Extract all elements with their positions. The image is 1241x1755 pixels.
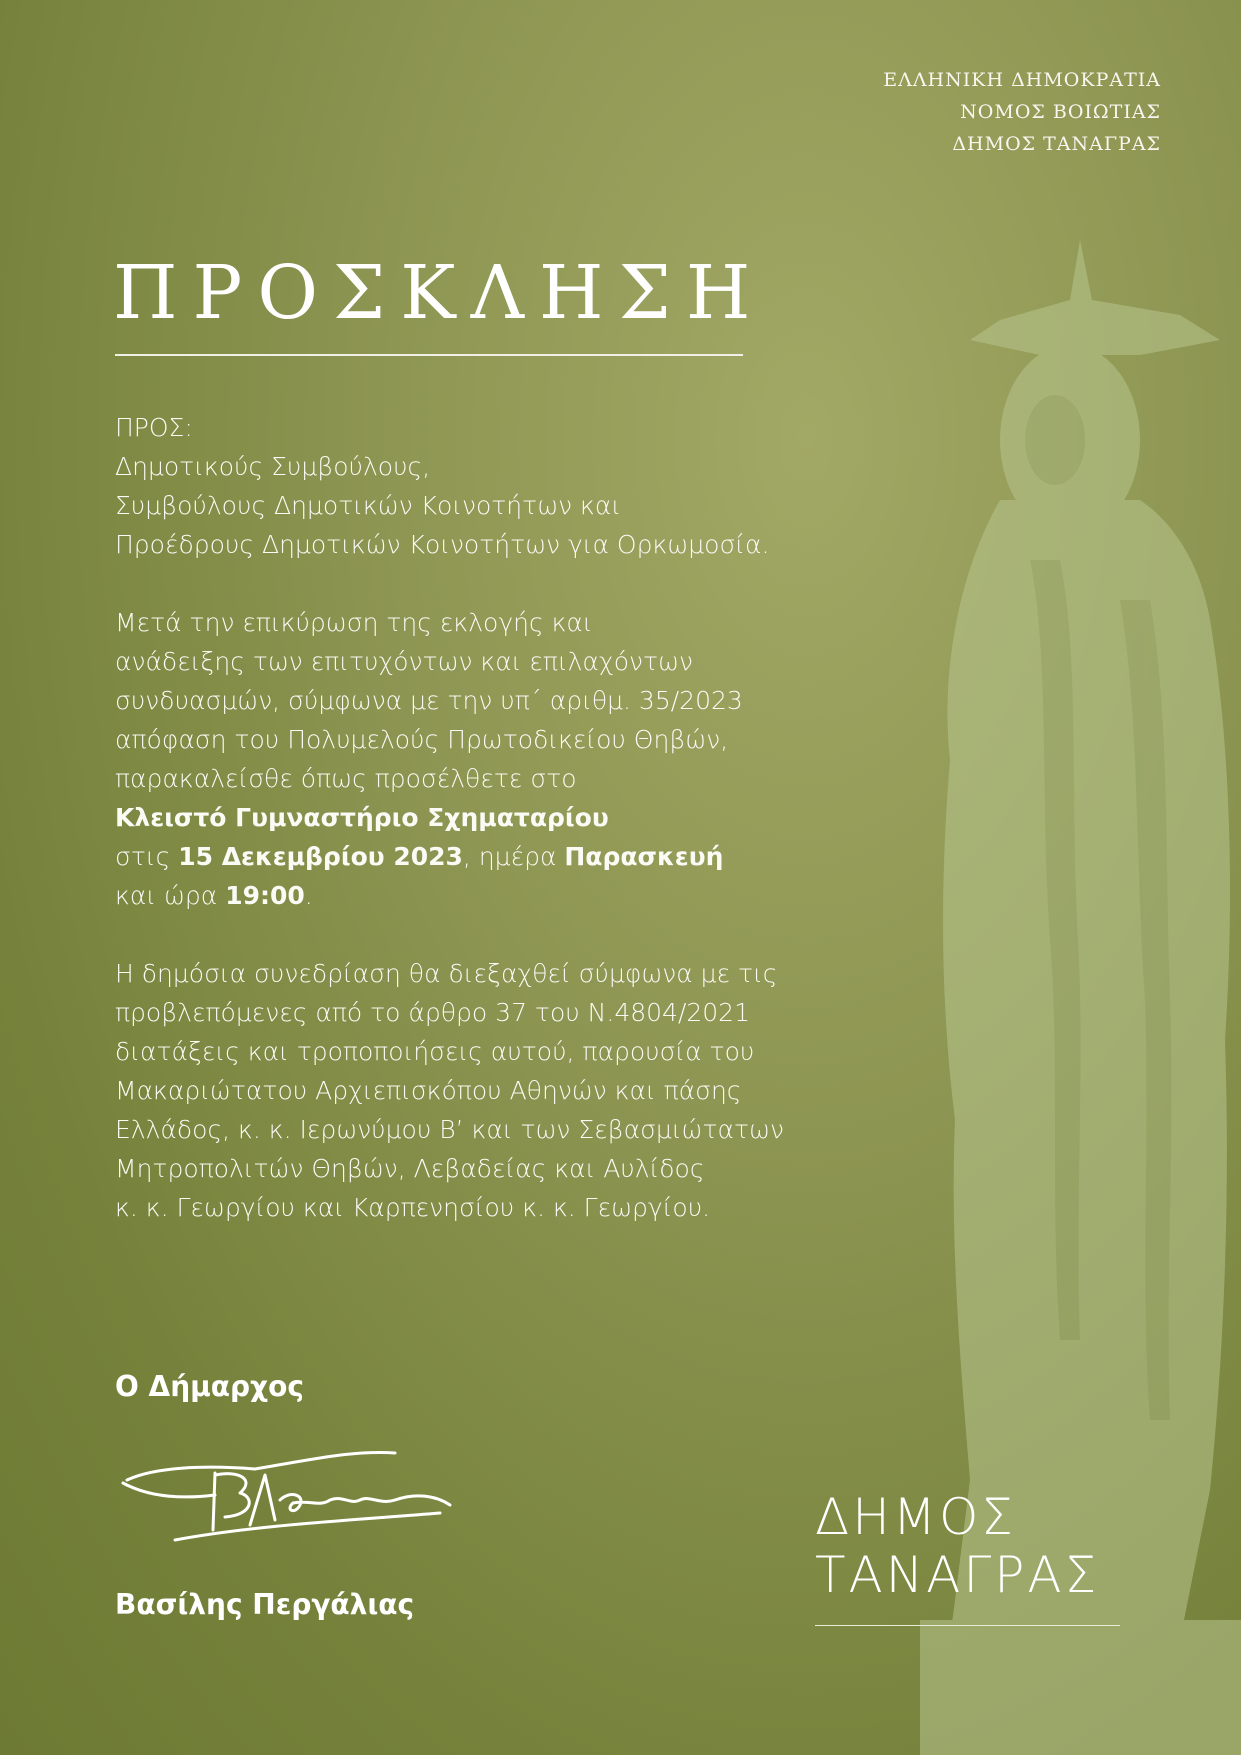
paragraph-line: Μητροπολιτών Θηβών, Λεβαδείας και Αυλίδος [115,1154,705,1183]
logo-line: ΔΗΜΟΣ [815,1488,1016,1546]
event-time: 19:00 [225,881,305,910]
logo-divider [815,1625,1120,1626]
invitation-body [115,408,935,1227]
mayor-name: Βασίλης Περγάλιας [115,1588,415,1621]
mayor-title: Ο Δήμαρχος [115,1370,304,1403]
title-divider [115,354,743,356]
paragraph-line: Μακαριώτατου Αρχιεπισκόπου Αθηνών και πάσης [115,1076,742,1105]
paragraph-line: Μετά την επικύρωση της εκλογής και [115,608,593,637]
municipality-logo [815,1488,1099,1604]
event-day: Παρασκευή [564,842,724,871]
header-country: ΕΛΛΗΝΙΚΗ ΔΗΜΟΚΡΑΤΙΑ [883,69,1161,91]
paragraph-line: Η δημόσια συνεδρίαση θα διεξαχθεί σύμφωνα με τις [115,959,778,988]
paragraph-line: προβλεπόμενες από το άρθρο 37 του Ν.4804/2021 [115,998,750,1027]
paragraph-line: συνδυασμών, σύμφωνα με την υπ΄ αριθμ. 35/2023 [115,686,743,715]
paragraph-line: Ελλάδος, κ. κ. Ιερωνύμου Β’ και των Σεβασμιώτατων [115,1115,784,1144]
paragraph-line: παρακαλείσθε όπως προσέλθετε στο [115,764,577,793]
recipient-line: Δημοτικούς Συμβούλους, [115,452,431,481]
signature [115,1445,485,1555]
paragraph-line: απόφαση του Πολυμελούς Πρωτοδικείου Θηβών, [115,725,729,754]
issuer-header [883,64,1161,160]
logo-line: ΤΑΝΑΓΡΑΣ [815,1546,1100,1604]
paragraph-line: διατάξεις και τροποποιήσεις αυτού, παρουσία του [115,1037,755,1066]
header-municipality: ΔΗΜΟΣ ΤΑΝΑΓΡΑΣ [952,133,1161,155]
venue: Κλειστό Γυμναστήριο Σχηματαρίου [115,803,609,832]
recipient-line: Συμβούλους Δημοτικών Κοινοτήτων και [115,491,622,520]
header-prefecture: ΝΟΜΟΣ ΒΟΙΩΤΙΑΣ [960,101,1161,123]
time-line: και ώρα 19:00. [115,881,313,910]
paragraph-line: ανάδειξης των επιτυχόντων και επιλαχόντων [115,647,693,676]
paragraph-line: κ. κ. Γεωργίου και Καρπενησίου κ. κ. Γεωργίου. [115,1193,711,1222]
event-date: 15 Δεκεμβρίου 2023 [178,842,463,871]
page-title: ΠΡΟΣΚΛΗΣΗ [113,250,766,336]
recipient-line: Προέδρους Δημοτικών Κοινοτήτων για Ορκωμοσία. [115,530,770,559]
recipients-label: ΠΡΟΣ: [115,413,193,442]
date-line: στις 15 Δεκεμβρίου 2023, ημέρα Παρασκευή [115,842,724,871]
